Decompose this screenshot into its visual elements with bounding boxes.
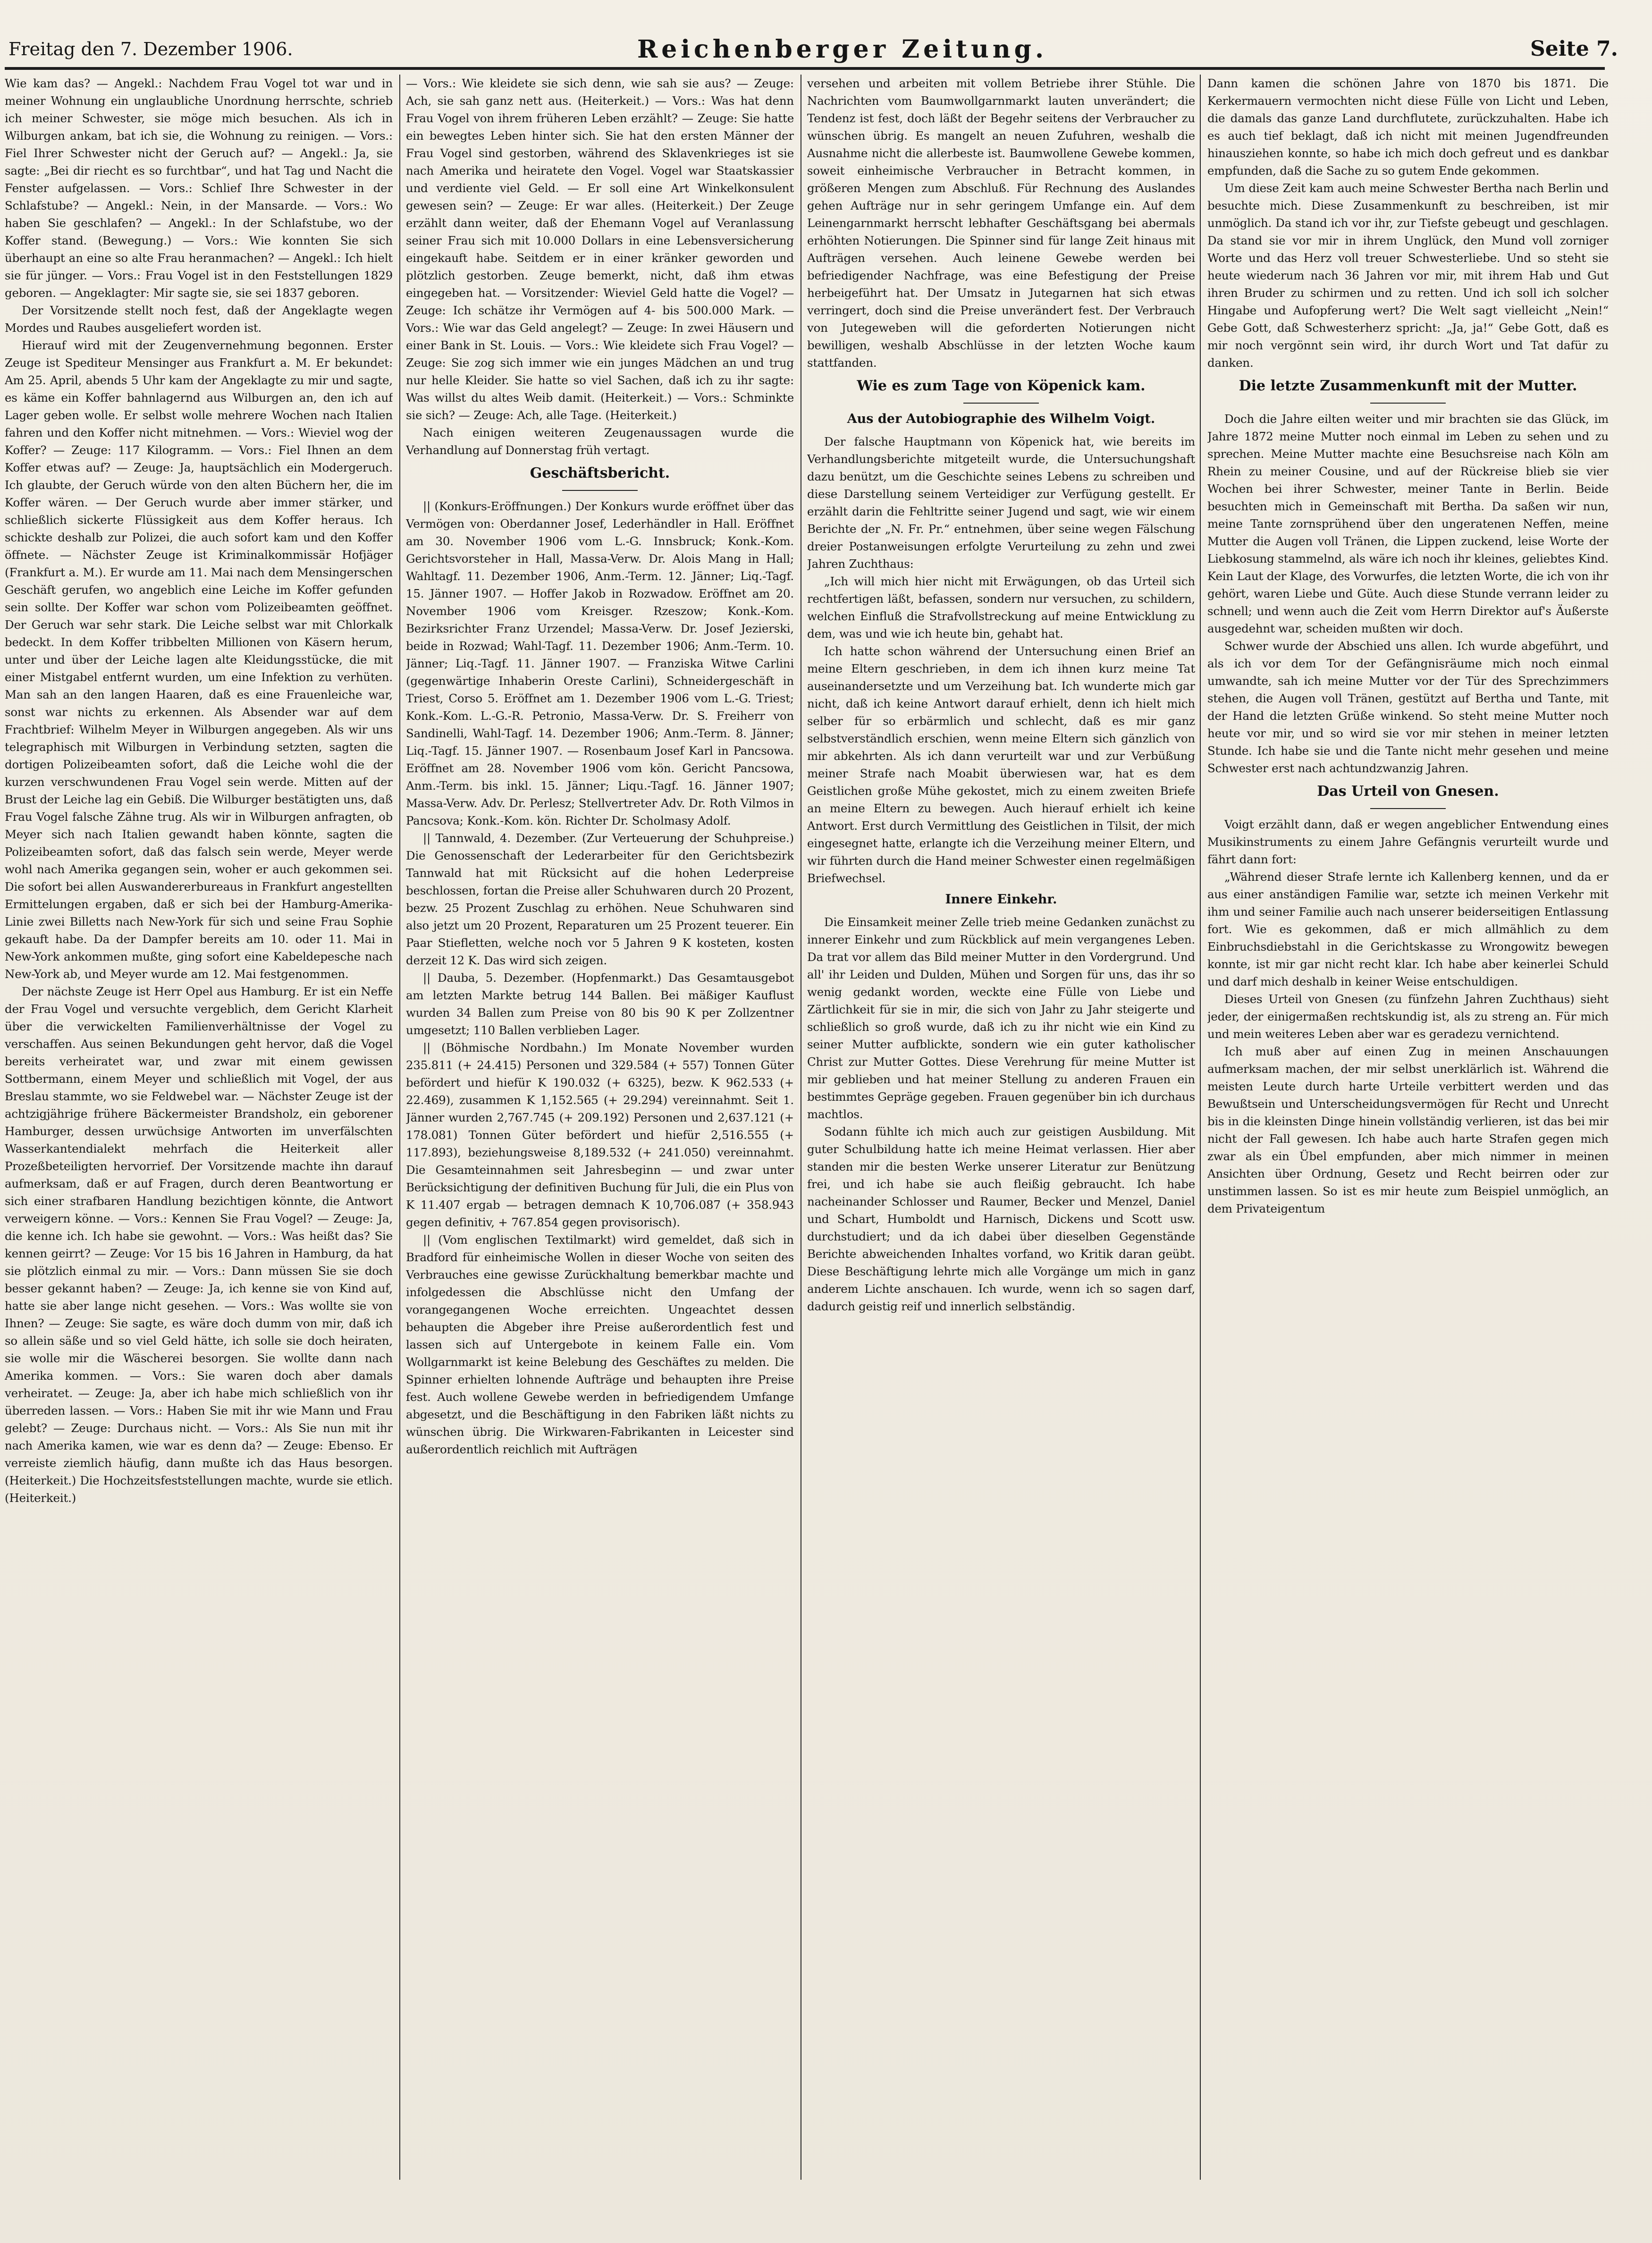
article-paragraph: Hierauf wird mit der Zeugenvernehmung begonnen. Erster Zeuge ist Spediteur Mensinger aus Frankfurt a. M. Er bekundet: Am 25. April, abends 5 Uhr kam der Angeklagte zu mir und sagte, es käme ein Koffer bahnlagernd aus Wilburgen an, den ich auf Lager geben wolle. Er selbst wolle mehrere Wochen nach Italien fahren und den Koffer nicht mitnehmen. — Vors.: Wieviel wog der Koffer? — Zeuge: 117 Kilogramm. — Vors.: Fiel Ihnen an dem Koffer etwas auf? — Zeuge: Ja, hauptsächlich ein Modergeruch. Ich glaubte, der Geruch würde von den alten Büchern her, die im Koffer wären. — Der Geruch wurde aber immer stärker, und schließlich sickerte Flüssigkeit aus dem Koffer heraus. Ich schickte deshalb zur Polizei, die auch sofort kam und den Koffer öffnete. — Nächster Zeuge ist Kriminalkommissär Hofjäger (Frankfurt a. M.). Er wurde am 11. Mai nach dem Mensingerschen Geschäft gerufen, wo angeblich eine Leiche im Koffer gefunden sein sollte. Der Koffer war schon vom Polizeibeamten geöffnet. Der Geruch war sehr stark. Die Leiche selbst war mit Chlorkalk bedeckt. In dem Koffer tribbelten Millionen von Käsern herum, unter und über der Leiche lagen alte Kleidungsstücke, die mit einer Mistgabel entfernt wurden, um eine Infektion zu verhüten. Man sah an den langen Haaren, daß es eine Frauenleiche war, sonst war nichts zu erkennen. Als Absender war auf dem Frachtbrief: Wilhelm Meyer in Wilburgen angegeben. Als wir uns telegraphisch mit Wilburgen in Verbindung setzten, sagten die dortigen Polizeibeamten sofort, daß die Leiche wohl die der kurzen verschwundenen Frau Vogel sein werde. Mitten auf der Brust der Leiche lag ein Gebiß. Die Wilburger bestätigten uns, daß Frau Vogel falsche Zähne trug. Als wir in Wilburgen anfragten, ob Meyer sich nach Italien gewandt haben könnte, sagten die Polizeibeamten sofort, daß das falsch sein werde, Meyer werde wohl nach Amerika gegangen sein, woher er auch gekommen sei. Die sofort bei allen Auswandererbureaus in Frankfurt angestellten Ermittelungen ergaben, daß er sich bei der Hamburg-Amerika-Linie zwei Billetts nach New-York für sich und seine Frau Sophie gekauft habe. Da der Dampfer bereits am 10. oder 11. Mai in New-York ankommen mußte, ging sofort eine Kabeldepesche nach New-York ab, und Meyer wurde am 12. Mai festgenommen. [5,338,393,981]
column-divider-3 [1200,75,1201,2180]
section-headline: Die letzte Zusammenkunft mit der Mutter. [1239,378,1577,394]
article-paragraph: Dieses Urteil von Gnesen (zu fünfzehn Jahren Zuchthaus) sieht jeder, der einigermaßen rechtskundig ist, als zu streng an. Für mich und mein weiteres Leben aber war es geradezu vernichtend. [1207,992,1609,1041]
column-one [5,71,393,2181]
article-paragraph: Dann kamen die schönen Jahre von 1870 bis 1871. Die Kerkermauern vermochten nicht diese Fülle von Licht und Leben, die damals das ganze Land durchflutete, zurückzuhalten. Habe ich es auch tief beklagt, daß ich nicht mit meinen Jugendfreunden hinausziehen konnte, so habe ich mich doch gefreut und es dankbar empfunden, daß die Sache zu so gutem Ende gekommen. [1207,76,1609,177]
section-headline: Wie es zum Tage von Köpenick kam. [857,378,1146,394]
article-paragraph: Die Einsamkeit meiner Zelle trieb meine Gedanken zunächst zu innerer Einkehr und zum Rückblick auf mein vergangenes Leben. Da trat vor allem das Bild meiner Mutter in den Vordergrund. Und all' ihr Leiden und Dulden, Mühen und Sorgen für uns, das ihr so wenig gedankt worden, weckte eine Fülle von Liebe und Zärtlichkeit für sie in mir, die sich von Jahr zu Jahr steigerte und schließlich so groß wurde, daß ich zu ihr nicht wie ein Kind zu seiner Mutter aufblickte, sondern wie ein guter katholischer Christ zur Mutter Gottes. Diese Verehrung für meine Mutter ist mir geblieben und hat meiner Stellung zu anderen Frauen ein bestimmtes Gepräge gegeben. Frauen gegenüber bin ich durchaus machtlos. [807,915,1195,1121]
section-headline: Das Urteil von Gnesen. [1317,783,1499,800]
column-four [1207,71,1609,2181]
article-paragraph: || (Konkurs-Eröffnungen.) Der Konkurs wurde eröffnet über das Vermögen von: Oberdanner Josef, Lederhändler in Hall. Eröffnet am 30. November 1906 vom L.-G. Innsbruck; Konk.-Kom. Gerichtsvorsteher in Hall, Massa-Verw. Dr. Alois Mang in Hall; Wahltagf. 11. Dezember 1906, Anm.-Term. 12. Jänner; Liq.-Tagf. 15. Jänner 1907. — Hoffer Jakob in Rozwadow. Eröffnet am 20. November 1906 vom Kreisger. Rzeszow; Konk.-Kom. Bezirksrichter Franz Urzendel; Massa-Verw. Dr. Josef Jezierski, beide in Rozwad; Wahl-Tagf. 11. Dezember 1906; Anm.-Term. 10. Jänner; Liq.-Tagf. 11. Jänner 1907. — Franziska Witwe Carlini (gegenwärtige Inhaberin Oreste Carlini), Schneidergeschäft in Triest, Corso 5. Eröffnet am 1. Dezember 1906 vom L.-G. Triest; Konk.-Kom. L.-G.-R. Petronio, Massa-Verw. Dr. S. Freiherr von Sandinelli, Wahl-Tagf. 14. Dezember 1906; Anm.-Term. 8. Jänner; Liq.-Tagf. 15. Jänner 1907. — Rosenbaum Josef Karl in Pancsowa. Eröffnet am 28. November 1906 vom kön. Gericht Pancsowa, Anm.-Term. bis inkl. 15. Jänner; Liqu.-Tagf. 16. Jänner 1907; Massa-Verw. Adv. Dr. Perlesz; Stellvertreter Adv. Dr. Roth Vilmos in Pancsova; Konk.-Kom. kön. Richter Dr. Scholmasy Adolf. [406,499,794,827]
article-paragraph: || Dauba, 5. Dezember. (Hopfenmarkt.) Das Gesamtausgebot am letzten Markte betrug 144 Ballen. Bei mäßiger Kauflust wurden 34 Ballen zum Preise von 80 bis 90 K per Zollzentner umgesetzt; 110 Ballen verblieben Lager. [406,971,794,1037]
article-paragraph: — Vors.: Wie kleidete sie sich denn, wie sah sie aus? — Zeuge: Ach, sie sah ganz nett aus. (Heiterkeit.) — Vors.: Was hat denn Frau Vogel von ihrem früheren Leben erzählt? — Zeuge: Sie hatte ein bewegtes Leben hinter sich. Sie hat den ersten Männer der Frau Vogel sind gestorben, während des Sklavenkrieges ist sie nach Amerika und heiratete den Vogel. Vogel war Staatskassier und verdiente viel Geld. — Er soll eine Art Winkelkonsulent gewesen sein? — Zeuge: Er war alles. (Heiterkeit.) Der Zeuge erzählt dann weiter, daß der Ehemann Vogel auf Veranlassung seiner Frau sich mit 10.000 Dollars in eine Lebensversicherung eingekauft habe. Seitdem er in einer kränker geworden und plötzlich gestorben. Zeuge bemerkt, nicht, daß ihm etwas eingegeben hat. — Vorsitzender: Wieviel Geld hatte die Vogel? — Zeuge: Ich schätze ihr Vermögen auf 4- bis 500.000 Mark. — Vors.: Wie war das Geld angelegt? — Zeuge: In zwei Häusern und einer Bank in St. Louis. — Vors.: Wie kleidete sich Frau Vogel? — Zeuge: Sie zog sich immer wie ein junges Mädchen an und trug nur helle Kleider. Sie hatte so viel Sachen, daß ich zu ihr sagte: Was willst du altes Weib damit. (Heiterkeit.) — Vors.: Schminkte sie sich? — Zeuge: Ach, alle Tage. (Heiterkeit.) [406,76,794,422]
article-paragraph: Voigt erzählt dann, daß er wegen angeblicher Entwendung eines Musikinstruments zu einem Jahre Gefängnis verurteilt wurde und fährt dann fort: [1207,818,1609,866]
column-divider-1 [399,75,400,2180]
section-divider [1370,808,1446,809]
newspaper-title: Reichenberger Zeitung. [637,35,1048,64]
article-paragraph: Nach einigen weiteren Zeugenaussagen wurde die Verhandlung auf Donnerstag früh vertagt. [406,426,794,457]
column-four-content [1207,75,1609,1217]
section-divider [963,403,1039,404]
section-divider [562,490,638,491]
article-paragraph: Doch die Jahre eilten weiter und mir brachten sie das Glück, im Jahre 1872 meine Mutter noch einmal im Leben zu sehen und zu sprechen. Meine Mutter machte eine Besuchsreise nach Köln am Rhein zu meiner Cousine, und auf der Rückreise blieb sie vier Wochen bei ihrer Schwester, meiner Tante in Berlin. Beide besuchten mich in Gemeinschaft mit Bertha. Da saßen wir nun, meine Tante zornsprühend über den ungeratenen Neffen, meine Mutter die Augen voll Tränen, die Lippen zuckend, leise Worte der Liebkosung stammelnd, als wäre ich noch ihr kleines, geliebtes Kind. Kein Laut der Klage, des Vorwurfes, die letzten Worte, die ich von ihr gehört, waren Liebe und Güte. Auch diese Stunde verrann leider zu schnell; und wenn auch die Zeit vom Herrn Direktor auf's Äußerste ausgedehnt war, scheiden mußten wir doch. [1207,412,1609,635]
article-paragraph: Der falsche Hauptmann von Köpenick hat, wie bereits im Verhandlungsberichte mitgeteilt wurde, die Untersuchungshaft dazu benützt, um die Geschichte seines Lebens zu schreiben und diese Darstellung seinem Verteidiger zur Verfügung gestellt. Er erzählt darin die Fehltritte seiner Jugend und sagt, wie wir einem Berichte der „N. Fr. Pr.“ entnehmen, über seine wegen Fälschung dreier Postanweisungen erfolgte Verurteilung zu zehn und zwei Jahren Zuchthaus: [807,435,1195,571]
section-headline: Geschäftsbericht. [530,465,670,481]
column-one-content [5,75,393,1507]
article-paragraph: || Tannwald, 4. Dezember. (Zur Verteuerung der Schuhpreise.) Die Genossenschaft der Lederarbeiter für den Gerichtsbezirk Tannwald hat mit Rücksicht auf die hohen Lederpreise beschlossen, fortan die Preise aller Schuhwaren durch 20 Prozent, bezw. 25 Prozent Zuschlag zu erhöhen. Neue Schuhwaren sind also jetzt um 20 Prozent, Reparaturen um 25 Prozent teuerer. Ein Paar Stiefletten, welche noch vor 5 Jahren 9 K kosteten, kosten derzeit 12 K. Das wird sich zeigen. [406,831,794,967]
section-divider [1370,403,1446,404]
column-two-content [406,75,794,1458]
article-paragraph: versehen und arbeiten mit vollem Betriebe ihrer Stühle. Die Nachrichten vom Baumwollgarnmarkt lauten unverändert; die Tendenz ist fest, doch läßt der Begehr seitens der Verbraucher zu wünschen übrig. Es mangelt an neuen Zufuhren, weshalb die Ausnahme nicht die allerbeste ist. Baumwollene Gewebe kommen, soweit einheimische Verbraucher in Betracht kommen, in größeren Mengen zum Abschluß. Für Rechnung des Auslandes gehen Aufträge nur in sehr geringem Umfange ein. Auf dem Leinengarnmarkt herrscht lebhafter Geschäftsgang bei abermals erhöhten Notierungen. Die Spinner sind für lange Zeit hinaus mit Aufträgen versehen. Auch leinene Gewebe werden bei befriedigender Nachfrage, was eine Befestigung der Preise herbeigeführt hat. Der Umsatz in Jutegarnen hat sich etwas verringert, doch sind die Preise unverändert fest. Der Verbrauch von Jutegeweben will die geforderten Notierungen nicht bewilligen, weshalb Abschlüsse in der letzten Woche kaum stattfanden. [807,76,1195,370]
article-paragraph: Schwer wurde der Abschied uns allen. Ich wurde abgeführt, und als ich vor dem Tor der Gefängnisräume mich noch einmal umwandte, sah ich meine Mutter vor der Tür des Sprechzimmers stehen, die Augen voll Tränen, gestützt auf Bertha und Tante, mit der Hand die letzten Grüße winkend. So steht meine Mutter noch heute vor mir, und so wird sie vor mir stehen in meiner letzten Stunde. Ich habe sie und die Tante nicht mehr gesehen und meine Schwester erst nach achtundzwanzig Jahren. [1207,639,1609,775]
article-paragraph: „Während dieser Strafe lernte ich Kallenberg kennen, und da er aus einer anständigen Familie war, setzte ich meinen Verkehr mit ihm und seiner Familie auch nach unserer beiderseitigen Entlassung fort. Wie es gekommen, daß er mich allmählich zu dem Einbruchsdiebstahl in die Gerichtskasse zu Wrongowitz bewegen konnte, ist mir gar nicht recht klar. Ich habe aber keinerlei Schuld und darf mich deshalb in keiner Weise entschuldigen. [1207,870,1609,988]
subheading: Innere Einkehr. [945,892,1057,907]
masthead [5,35,1618,68]
subheading: Aus der Autobiographie des Wilhelm Voigt. [847,412,1155,426]
article-paragraph: Der Vorsitzende stellt noch fest, daß der Angeklagte wegen Mordes und Raubes ausgeliefert worden ist. [5,304,393,335]
article-paragraph: Wie kam das? — Angekl.: Nachdem Frau Vogel tot war und in meiner Wohnung ein unglaubliche Unordnung herrschte, schrieb ich meiner Schwester, sie möge mich besuchen. Als ich in Wilburgen ankam, bat ich sie, die Wohnung zu reinigen. — Vors.: Fiel Ihrer Schwester nicht der Geruch auf? — Angekl.: Ja, sie sagte: „Bei dir riecht es so furchtbar“, und hat Tag und Nacht die Fenster aufgelassen. — Vors.: Schlief Ihre Schwester in der Schlafstube? — Angekl.: Nein, in der Mansarde. — Vors.: Wo haben Sie geschlafen? — Angekl.: In der Schlafstube, wo der Koffer stand. (Bewegung.) — Vors.: Wie konnten Sie sich überhaupt an eine so alte Frau heranmachen? — Angekl.: Ich hielt sie für jünger. — Vors.: Frau Vogel ist in den Feststellungen 1829 geboren. — Angeklagter: Mir sagte sie, sie sei 1837 geboren. [5,76,393,300]
column-two [406,71,794,2181]
article-paragraph: Sodann fühlte ich mich auch zur geistigen Ausbildung. Mit guter Schulbildung hatte ich meine Heimat verlassen. Hier aber standen mir die besten Werke unserer Literatur zur Benützung frei, und ich habe sie auch fleißig gebraucht. Ich habe nacheinander Schlosser und Raumer, Becker und Menzel, Daniel und Schart, Humboldt und Harnisch, Dickens und Scott usw. durchstudiert; und da ich dabei über dieselben Gegenstände Berichte abweichenden Inhaltes vorfand, wo Kritik daran geübt. Diese Beschäftigung lehrte mich alle Vorgänge um mich in ganz anderem Lichte anschauen. Ich wurde, wenn ich so sagen darf, dadurch geistig reif und innerlich selbständig. [807,1125,1195,1313]
article-paragraph: „Ich will mich hier nicht mit Erwägungen, ob das Urteil sich rechtfertigen läßt, befassen, sondern nur versuchen, zu schildern, welchen Einfluß die Strafvollstreckung auf meine Entwicklung zu dem, was und wie ich heute bin, gehabt hat. [807,574,1195,641]
header-rule [5,67,1605,70]
article-paragraph: || (Böhmische Nordbahn.) Im Monate November wurden 235.811 (+ 24.415) Personen und 329.584 (+ 557) Tonnen Güter befördert und hiefür K 190.032 (+ 6325), bezw. K 962.533 (+ 22.469), zusammen K 1,152.565 (+ 29.294) vereinnahmt. Seit 1. Jänner wurden 2,767.745 (+ 209.192) Personen und 2,637.121 (+ 178.081) Tonnen Güter befördert und hiefür 2,516.555 (+ 117.893), beziehungsweise 8,189.532 (+ 241.050) vereinnahmt. Die Gesamteinnahmen seit Jahresbeginn — und zwar unter Berücksichtigung der definitiven Buchung für Juli, die ein Plus von K 11.407 ergab — betragen demnach K 10,706.087 (+ 358.943 gegen definitiv, + 767.854 gegen provisorisch). [406,1041,794,1229]
column-three [807,71,1195,2181]
article-paragraph: Ich hatte schon während der Untersuchung einen Brief an meine Eltern geschrieben, in dem ich ihnen kurz meine Tat auseinandersetzte und um Verzeihung bat. Ich wunderte mich gar nicht, daß ich keine Antwort darauf erhielt, denn ich hielt mich selber für so erbärmlich und schlecht, daß es mir ganz selbstverständlich erschien, wenn meine Eltern sich gänzlich von mir abkehrten. Als ich dann verurteilt war und zur Verbüßung meiner Strafe nach Moabit überwiesen war, hat es dem Geistlichen große Mühe gekostet, mich zu einem zweiten Briefe an meine Eltern zu bewegen. Auch hierauf erhielt ich keine Antwort. Erst durch Vermittlung des Geistlichen in Tilsit, der mich eingesegnet hatte, erlangte ich die Verzeihung meiner Eltern, und wir führten durch die Hand meiner Schwester einen regelmäßigen Briefwechsel. [807,644,1195,885]
column-three-content [807,75,1195,1315]
page-number: Seite 7. [1530,37,1618,61]
article-paragraph: Um diese Zeit kam auch meine Schwester Bertha nach Berlin und besuchte mich. Diese Zusammenkunft zu beschreiben, ist mir unmöglich. Da stand ich vor ihr, zur Tiefste gebeugt und geschlagen. Da stand sie vor mir in ihrem Unglück, den Mund voll zorniger Worte und das Herz voll treuer Schwesterliebe. Und so steht sie heute wiederum nach 36 Jahren vor mir, mit ihrem Hab und Gut ihren Bruder zu schirmen und zu retten. Und ich soll ich solcher Hingabe und Aufopferung wert? Die Welt sagt vielleicht „Nein!“ Gebe Gott, daß Schwesterherz spricht: „Ja, ja!“ Gebe Gott, daß es mir noch vergönnt sein wird, ihr durch Wort und Tat dafür zu danken. [1207,181,1609,370]
article-paragraph: || (Vom englischen Textilmarkt) wird gemeldet, daß sich in Bradford für einheimische Wollen in dieser Woche von seiten des Verbrauches eine gewisse Zurückhaltung bemerkbar machte und infolgedessen die Abschlüsse nicht den Umfang der vorangegangenen Woche erreichten. Ungeachtet dessen behaupten die Abgeber ihre Preise außerordentlich fest und lassen sich auf Untergebote in keinem Falle ein. Vom Wollgarnmarkt ist keine Belebung des Geschäftes zu melden. Die Spinner erhielten lohnende Aufträge und behaupten ihre Preise fest. Auch wollene Gewebe werden in befriedigendem Umfange abgesetzt, und die Beschäftigung in den Fabriken läßt nichts zu wünschen übrig. Die Wirkwaren-Fabrikanten in Leicester sind außerordentlich reichlich mit Aufträgen [406,1233,794,1456]
article-paragraph: Der nächste Zeuge ist Herr Opel aus Hamburg. Er ist ein Neffe der Frau Vogel und versuchte vergeblich, dem Gericht Klarheit über die verwickelten Familienverhältnisse der Vogel zu verschaffen. Aus seinen Bekundungen geht hervor, daß die Vogel bereits verheiratet war, und zwar mit einem gewissen Sottbermann, einem Meyer und schließlich mit Vogel, der aus Breslau stammte, wo sie Feldwebel war. — Nächster Zeuge ist der achtzigjährige frühere Bäckermeister Brandsholz, ein geborener Hamburger, dessen urwüchsige Antworten im unverfälschten Wasserkantendialekt mehrfach die Heiterkeit aller Prozeßbeteiligten hervorrief. Der Vorsitzende machte ihn darauf aufmerksam, daß er auf Fragen, durch deren Beantwortung er sich einer strafbaren Handlung bezichtigen könnte, die Antwort verweigern könne. — Vors.: Kennen Sie Frau Vogel? — Zeuge: Ja, die kenne ich. Ich habe sie gewohnt. — Vors.: Was heißt das? Sie kennen geirrt? — Zeuge: Vor 15 bis 16 Jahren in Hamburg, da hat sie plötzlich einmal zu mir. — Vors.: Dann müssen Sie sie doch besser gekannt haben? — Zeuge: Ja, ich kenne sie von Kind auf, hatte sie aber lange nicht gesehen. — Vors.: Was wollte sie von Ihnen? — Zeuge: Sie sagte, es wäre doch dumm von mir, daß ich so allein säße und so viel Geld hätte, ich solle sie doch heiraten, sie wolle mir die Wäscherei besorgen. Sie wollte dann nach Amerika kommen. — Vors.: Sie waren doch aber damals verheiratet. — Zeuge: Ja, aber ich habe mich schließlich von ihr überreden lassen. — Vors.: Haben Sie mit ihr wie Mann und Frau gelebt? — Zeuge: Durchaus nicht. — Vors.: Als Sie nun mit ihr nach Amerika kamen, wie war es denn da? — Zeuge: Ebenso. Er verreiste ziemlich häufig, dann mußte ich das Haus besorgen. (Heiterkeit.) Die Hochzeitsfeststellungen machte, wurde sie etlich. (Heiterkeit.) [5,985,393,1505]
issue-date: Freitag den 7. Dezember 1906. [8,39,293,59]
article-paragraph: Ich muß aber auf einen Zug in meinen Anschauungen aufmerksam machen, der mir selbst unerklärlich ist. Während die meisten Leute durch harte Urteile verbittert werden und das Bewußtsein und Unterscheidungsvermögen für Recht und Unrecht bis in die kleinsten Dinge hinein vollständig verlieren, ist das bei mir nicht der Fall gewesen. Ich habe auch harte Strafen gegen mich zwar als ein Übel empfunden, aber mich nimmer in meinen Ansichten über Ordnung, Gesetz und Recht beirren oder zur unstimmen lassen. So ist es mir heute zum Beispiel unmöglich, an dem Privateigentum [1207,1045,1609,1215]
